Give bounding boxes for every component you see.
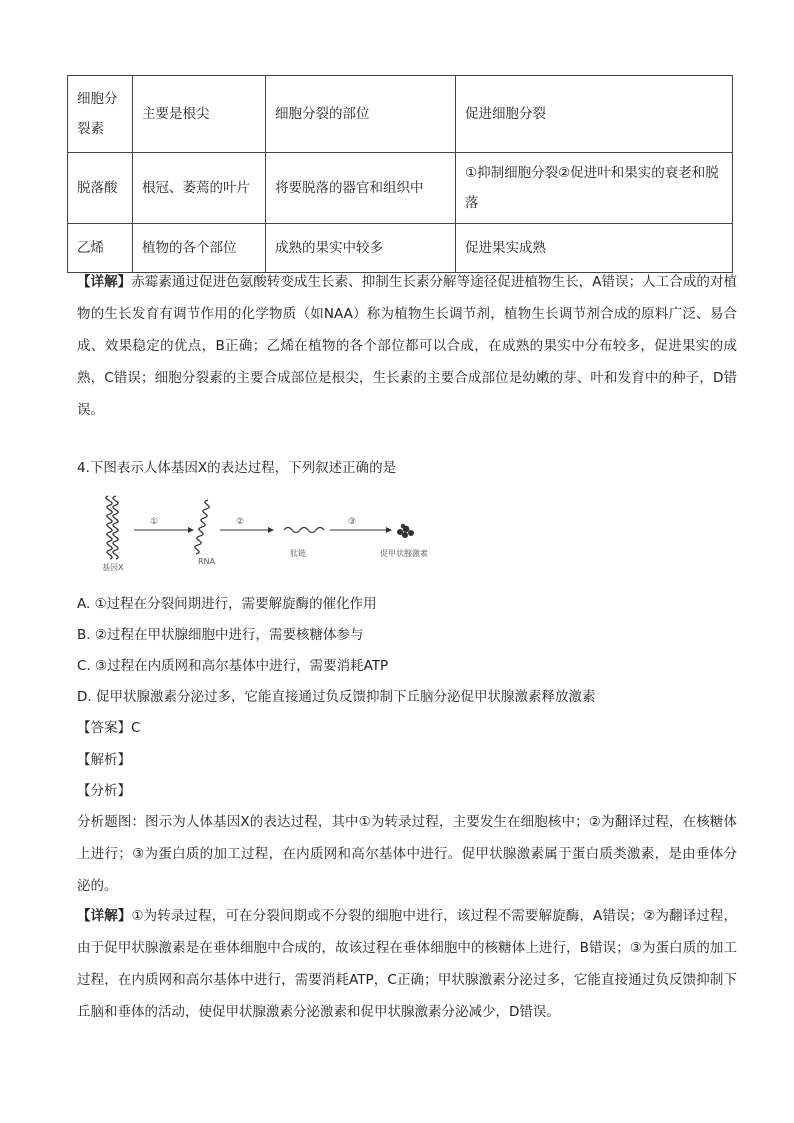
peptide-chain-icon (284, 528, 324, 533)
arrow-3-head (386, 527, 392, 533)
detail-tag: 【详解】 (77, 908, 132, 924)
q4-stem: 4.下图表示人体基因X的表达过程，下列叙述正确的是 (77, 460, 397, 476)
detail-text: 赤霉素通过促进色氨酸转变成生长素、抑制生长素分解等途径促进植物生长，A错误；人工合成的对植物的生长发育有调节作用的化学物质（如NAA）称为植物生长调节剂，植物生长调节剂合成的原料广泛、易合成、效果稳定的优点，B正确；乙烯在植物的各个部位都可以合成，在成熟的果实中分布较多，促进果实的成熟，C错误；细胞分裂素的主要合成部位是根尖，生长素的主要合成部位是幼嫩的芽、叶和发育中的种子，D错误。 (77, 274, 738, 418)
cell-function: 促进果实成熟 (456, 224, 733, 273)
fenxi-heading: 【分析】 (77, 783, 131, 799)
cell-function: ①抑制细胞分裂②促进叶和果实的衰老和脱落 (456, 153, 733, 224)
cell-distribution: 细胞分裂的部位 (266, 76, 456, 153)
step-2-label: ② (236, 517, 245, 527)
detail-tag: 【详解】 (77, 274, 132, 290)
cell-name: 脱落酸 (68, 153, 133, 224)
cell-name: 细胞分裂素 (68, 76, 133, 153)
dna-helix-icon (106, 496, 118, 559)
hormone-table (67, 75, 733, 273)
option-d: D. 促甲状腺激素分泌过多，它能直接通过负反馈抑制下丘脑分泌促甲状腺激素释放激素 (77, 689, 596, 705)
cell-distribution: 将要脱落的器官和组织中 (266, 153, 456, 224)
option-b: B. ②过程在甲状腺细胞中进行，需要核糖体参与 (77, 627, 364, 643)
gene-expression-diagram (100, 492, 460, 572)
q3-detail-paragraph (77, 266, 737, 426)
cell-site: 根冠、萎蔫的叶片 (133, 153, 266, 224)
arrow-2-head (268, 527, 274, 533)
table-row (68, 76, 733, 153)
cell-name: 乙烯 (68, 224, 133, 273)
label-peptide: 肽链 (290, 549, 306, 558)
cell-distribution: 成熟的果实中较多 (266, 224, 456, 273)
label-hormone: 促甲状腺激素 (380, 549, 428, 558)
option-a: A. ①过程在分裂间期进行，需要解旋酶的催化作用 (77, 596, 377, 612)
arrow-1-head (188, 527, 194, 533)
cell-site: 主要是根尖 (133, 76, 266, 153)
step-1-label: ① (150, 517, 159, 527)
cell-function: 促进细胞分裂 (456, 76, 733, 153)
rna-strand-icon (195, 500, 209, 554)
fenxi-paragraph: 分析题图：图示为人体基因X的表达过程，其中①为转录过程，主要发生在细胞核中；②为翻译过程，在核糖体上进行；③为蛋白质的加工过程，在内质网和高尔基体中进行。促甲状腺激素属于蛋白质类激素，是由垂体分泌的。 (77, 814, 737, 894)
cell-site: 植物的各个部位 (133, 224, 266, 273)
folded-protein-icon (397, 524, 414, 538)
table-row (68, 153, 733, 224)
answer: 【答案】C (77, 720, 141, 736)
detail-text: ①为转录过程，可在分裂间期或不分裂的细胞中进行，该过程不需要解旋酶，A错误；②为翻译过程，由于促甲状腺激素是在垂体细胞中合成的，故该过程在垂体细胞中的核糖体上进行，B错误；③为蛋白质的加工过程，在内质网和高尔基体中进行，需要消耗ATP，C正确；甲状腺激素分泌过多，它能直接通过负反馈抑制下丘脑和垂体的活动，使促甲状腺激素分泌激素和促甲状腺激素分泌减少，D错误。 (77, 908, 737, 1020)
label-gene: 基因X (102, 563, 124, 572)
analysis-heading: 【解析】 (77, 752, 131, 768)
option-c: C. ③过程在内质网和高尔基体中进行，需要消耗ATP (77, 658, 389, 674)
q4-detail-paragraph (77, 900, 737, 1028)
label-rna: RNA (198, 557, 216, 566)
step-3-label: ③ (348, 517, 357, 527)
